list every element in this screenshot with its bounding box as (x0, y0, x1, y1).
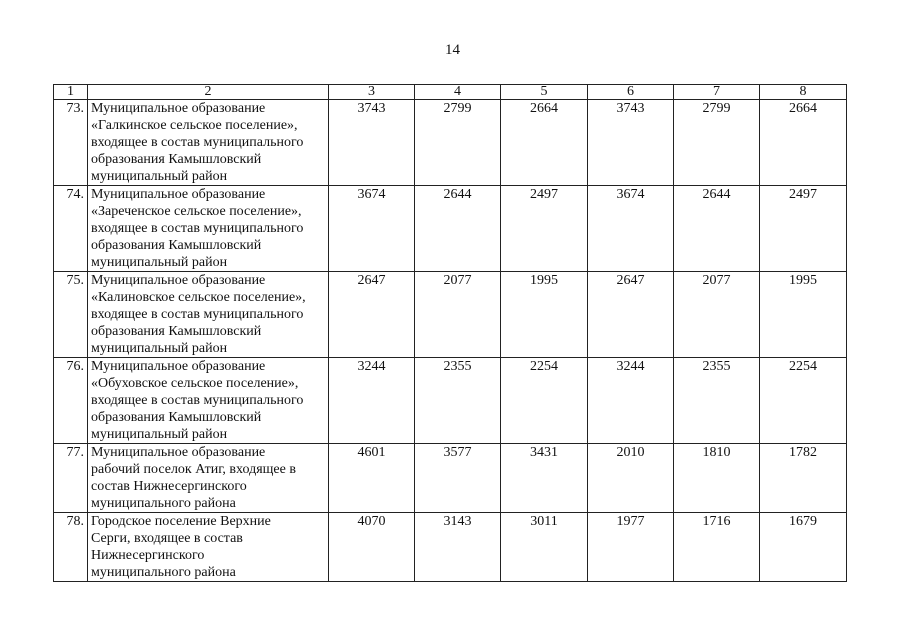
column-header: 2 (88, 85, 329, 100)
value-cell: 1782 (760, 444, 847, 513)
municipality-name (88, 272, 329, 358)
value-cell: 2254 (760, 358, 847, 444)
value-cell: 3244 (329, 358, 415, 444)
row-number: 73. (54, 100, 88, 186)
value-cell: 1679 (760, 513, 847, 582)
value-cell: 2077 (415, 272, 501, 358)
table-row (54, 186, 847, 272)
municipality-name-line: Муниципальное образование (91, 187, 266, 202)
value-cell: 4070 (329, 513, 415, 582)
column-header: 4 (415, 85, 501, 100)
municipality-name-line: Серги, входящее в состав (91, 531, 243, 546)
municipality-name-line: входящее в состав муниципального (91, 135, 304, 150)
value-cell: 2497 (501, 186, 588, 272)
value-cell: 3143 (415, 513, 501, 582)
municipality-name-line: «Калиновское сельское поселение», (91, 290, 306, 305)
table-row (54, 513, 847, 582)
value-cell: 2497 (760, 186, 847, 272)
municipality-name-line: «Галкинское сельское поселение», (91, 118, 298, 133)
municipality-name-line: Муниципальное образование (91, 445, 266, 460)
municipality-name (88, 186, 329, 272)
municipality-name-line: Муниципальное образование (91, 359, 266, 374)
municipality-name-line: Муниципальное образование (91, 273, 266, 288)
value-cell: 2355 (674, 358, 760, 444)
table-row (54, 444, 847, 513)
value-cell: 3743 (588, 100, 674, 186)
value-cell: 3577 (415, 444, 501, 513)
municipality-name-line: муниципального района (91, 496, 236, 511)
municipality-name-line: муниципальный район (91, 341, 228, 356)
municipality-name-line: рабочий поселок Атиг, входящее в (91, 462, 296, 477)
municipality-name-line: образования Камышловский (91, 152, 262, 167)
value-cell: 3743 (329, 100, 415, 186)
value-cell: 3674 (329, 186, 415, 272)
value-cell: 3674 (588, 186, 674, 272)
municipality-name-line: Нижнесергинского (91, 548, 205, 563)
page-number: 14 (445, 42, 460, 58)
value-cell: 2664 (501, 100, 588, 186)
municipality-name (88, 513, 329, 582)
column-header: 8 (760, 85, 847, 100)
municipality-name-line: муниципальный район (91, 427, 228, 442)
table-row (54, 272, 847, 358)
municipality-name (88, 358, 329, 444)
municipality-name-line: входящее в состав муниципального (91, 221, 304, 236)
column-header: 3 (329, 85, 415, 100)
table-row (54, 100, 847, 186)
municipality-name-line: Городское поселение Верхние (91, 514, 271, 529)
value-cell: 2799 (674, 100, 760, 186)
municipality-name-line: входящее в состав муниципального (91, 393, 304, 408)
value-cell: 2644 (674, 186, 760, 272)
municipality-name-line: Муниципальное образование (91, 101, 266, 116)
value-cell: 1716 (674, 513, 760, 582)
row-number: 78. (54, 513, 88, 582)
municipality-name-line: муниципальный район (91, 255, 228, 270)
value-cell: 2644 (415, 186, 501, 272)
value-cell: 2010 (588, 444, 674, 513)
value-cell: 3244 (588, 358, 674, 444)
row-number: 75. (54, 272, 88, 358)
municipality-name-line: «Обуховское сельское поселение», (91, 376, 299, 391)
municipality-name (88, 100, 329, 186)
municipality-name-line: состав Нижнесергинского (91, 479, 247, 494)
column-header: 1 (54, 85, 88, 100)
column-header: 7 (674, 85, 760, 100)
value-cell: 2799 (415, 100, 501, 186)
value-cell: 3011 (501, 513, 588, 582)
value-cell: 1810 (674, 444, 760, 513)
table-row (54, 358, 847, 444)
value-cell: 1995 (760, 272, 847, 358)
municipality-name-line: муниципального района (91, 565, 236, 580)
municipality-name-line: образования Камышловский (91, 410, 262, 425)
value-cell: 2355 (415, 358, 501, 444)
municipality-name-line: муниципальный район (91, 169, 228, 184)
municipality-name-line: входящее в состав муниципального (91, 307, 304, 322)
column-header: 5 (501, 85, 588, 100)
row-number: 74. (54, 186, 88, 272)
value-cell: 1977 (588, 513, 674, 582)
value-cell: 2077 (674, 272, 760, 358)
row-number: 76. (54, 358, 88, 444)
value-cell: 2647 (329, 272, 415, 358)
municipality-name-line: «Зареченское сельское поселение», (91, 204, 302, 219)
column-header: 6 (588, 85, 674, 100)
row-number: 77. (54, 444, 88, 513)
data-table (53, 84, 847, 582)
value-cell: 1995 (501, 272, 588, 358)
value-cell: 4601 (329, 444, 415, 513)
value-cell: 2664 (760, 100, 847, 186)
municipality-name-line: образования Камышловский (91, 238, 262, 253)
value-cell: 2647 (588, 272, 674, 358)
header-row (54, 85, 847, 100)
value-cell: 2254 (501, 358, 588, 444)
municipality-name-line: образования Камышловский (91, 324, 262, 339)
value-cell: 3431 (501, 444, 588, 513)
municipality-name (88, 444, 329, 513)
